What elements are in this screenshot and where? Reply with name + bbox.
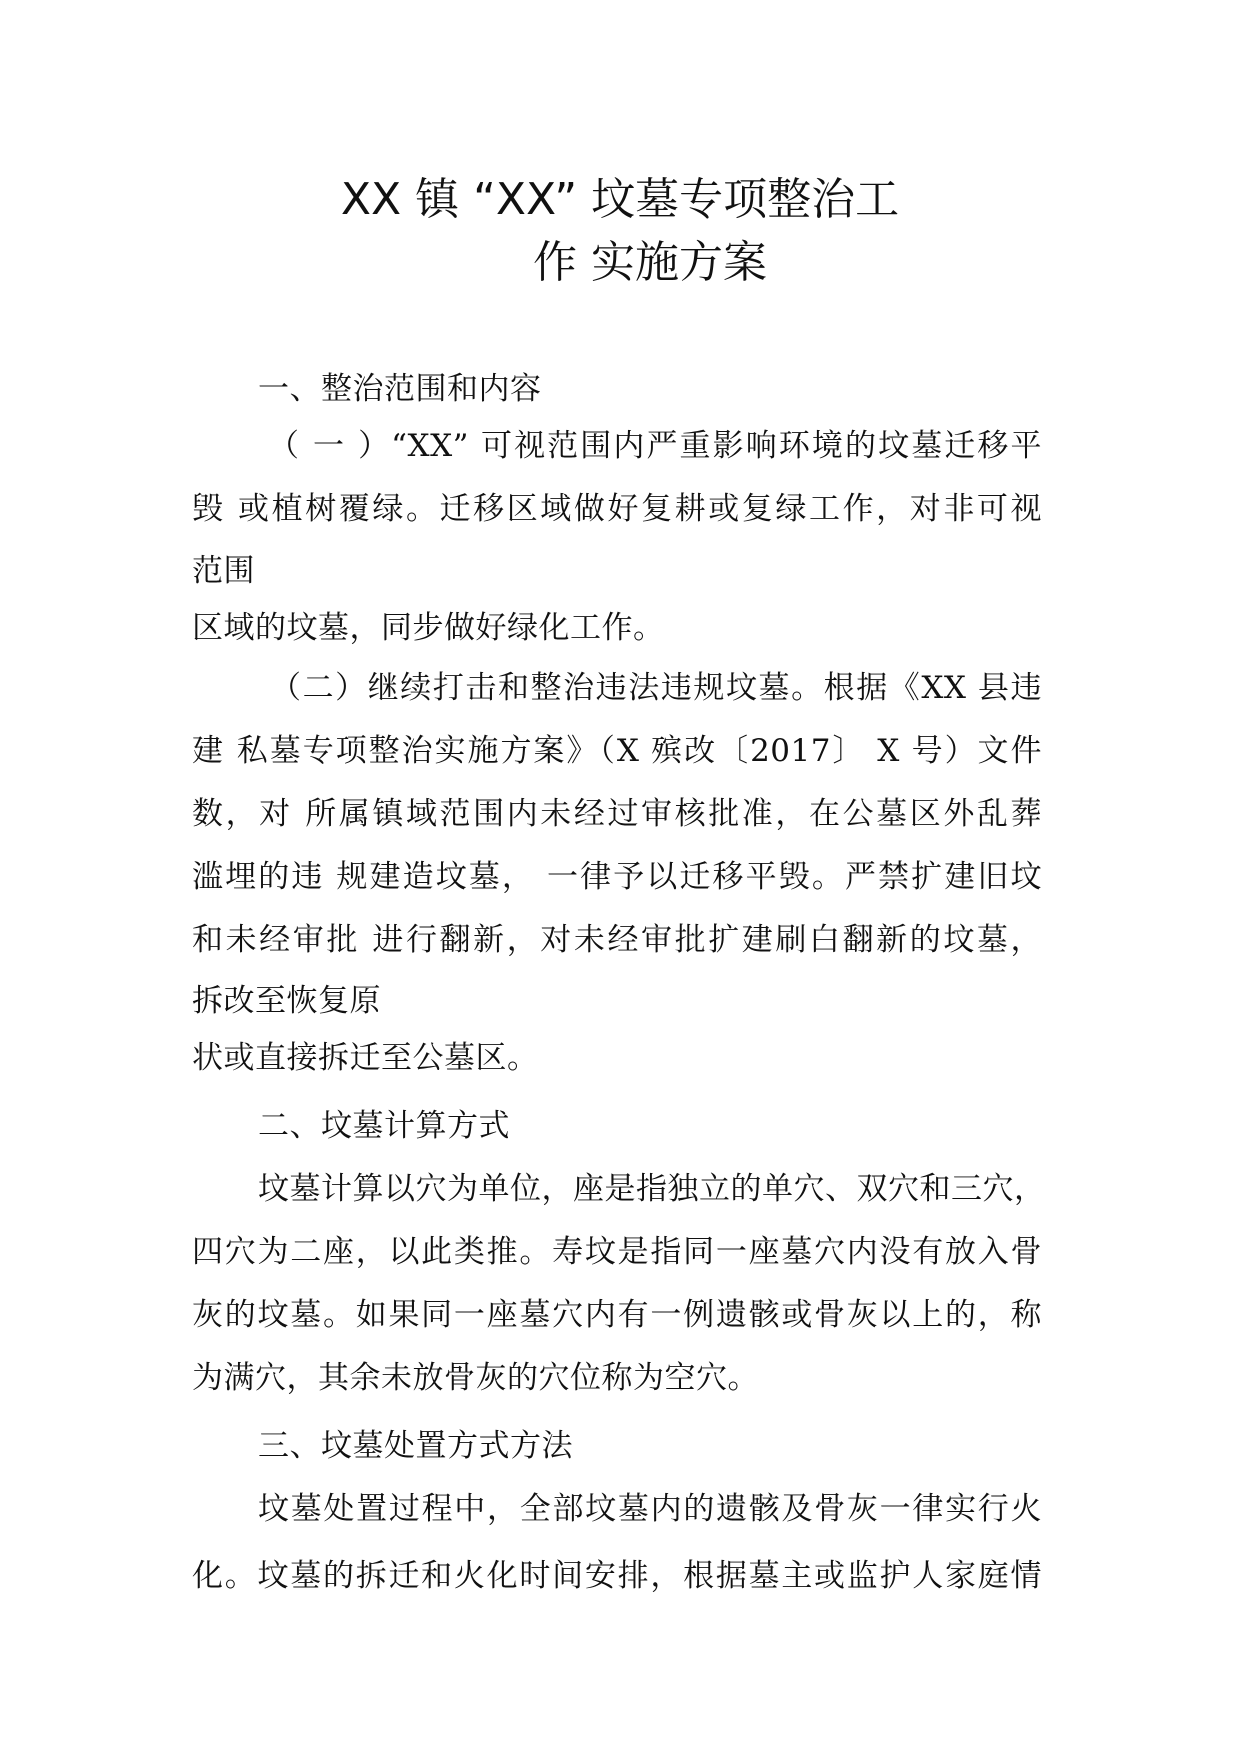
paragraph-line: 区域的坟墓，同步做好绿化工作。 bbox=[192, 610, 665, 646]
paragraph-line: 四穴为二座，以此类推。寿坟是指同一座墓穴内没有放入骨 bbox=[192, 1234, 1042, 1270]
paragraph-line: 拆改至恢复原 bbox=[192, 983, 381, 1019]
paragraph-line: 和未经审批 进行翻新，对未经审批扩建刷白翻新的坟墓， bbox=[192, 922, 1042, 958]
paragraph-line: 化。坟墓的拆迁和火化时间安排，根据墓主或监护人家庭情 bbox=[192, 1558, 1042, 1594]
paragraph-line: 建 私墓专项整治实施方案》（X 殡改〔2017〕 X 号）文件 bbox=[192, 733, 1042, 769]
paragraph-line: 范围 bbox=[192, 553, 255, 589]
paragraph-line: 坟墓处置过程中，全部坟墓内的遗骸及骨灰一律实行火 bbox=[258, 1491, 1042, 1527]
section-heading-1: 一、整治范围和内容 bbox=[258, 371, 542, 407]
paragraph-line: 灰的坟墓。如果同一座墓穴内有一例遗骸或骨灰以上的，称 bbox=[192, 1297, 1042, 1333]
paragraph-line: 状或直接拆迁至公墓区。 bbox=[192, 1040, 539, 1076]
paragraph-line: 数，对 所属镇域范围内未经过审核批准，在公墓区外乱葬 bbox=[192, 796, 1042, 832]
paragraph-line: （二）继续打击和整治违法违规坟墓。根据《XX 县违 bbox=[270, 670, 1042, 706]
paragraph-line: （ 一 ）“XX” 可视范围内严重影响环境的坟墓迁移平 bbox=[268, 428, 1042, 464]
paragraph-line: 为满穴，其余未放骨灰的穴位称为空穴。 bbox=[192, 1360, 759, 1396]
paragraph-line: 滥埋的违 规建造坟墓， 一律予以迁移平毁。严禁扩建旧坟 bbox=[192, 859, 1042, 895]
section-heading-2: 二、坟墓计算方式 bbox=[258, 1108, 510, 1144]
document-title-line-2: 作 实施方案 bbox=[533, 237, 767, 288]
document-title-line-1: XX 镇 “XX” 坟墓专项整治工 bbox=[340, 174, 900, 225]
section-heading-3: 三、坟墓处置方式方法 bbox=[258, 1428, 573, 1464]
paragraph-line: 毁 或植树覆绿。迁移区域做好复耕或复绿工作，对非可视 bbox=[192, 491, 1042, 527]
paragraph-line: 坟墓计算以穴为单位，座是指独立的单穴、双穴和三穴， bbox=[258, 1171, 1046, 1207]
